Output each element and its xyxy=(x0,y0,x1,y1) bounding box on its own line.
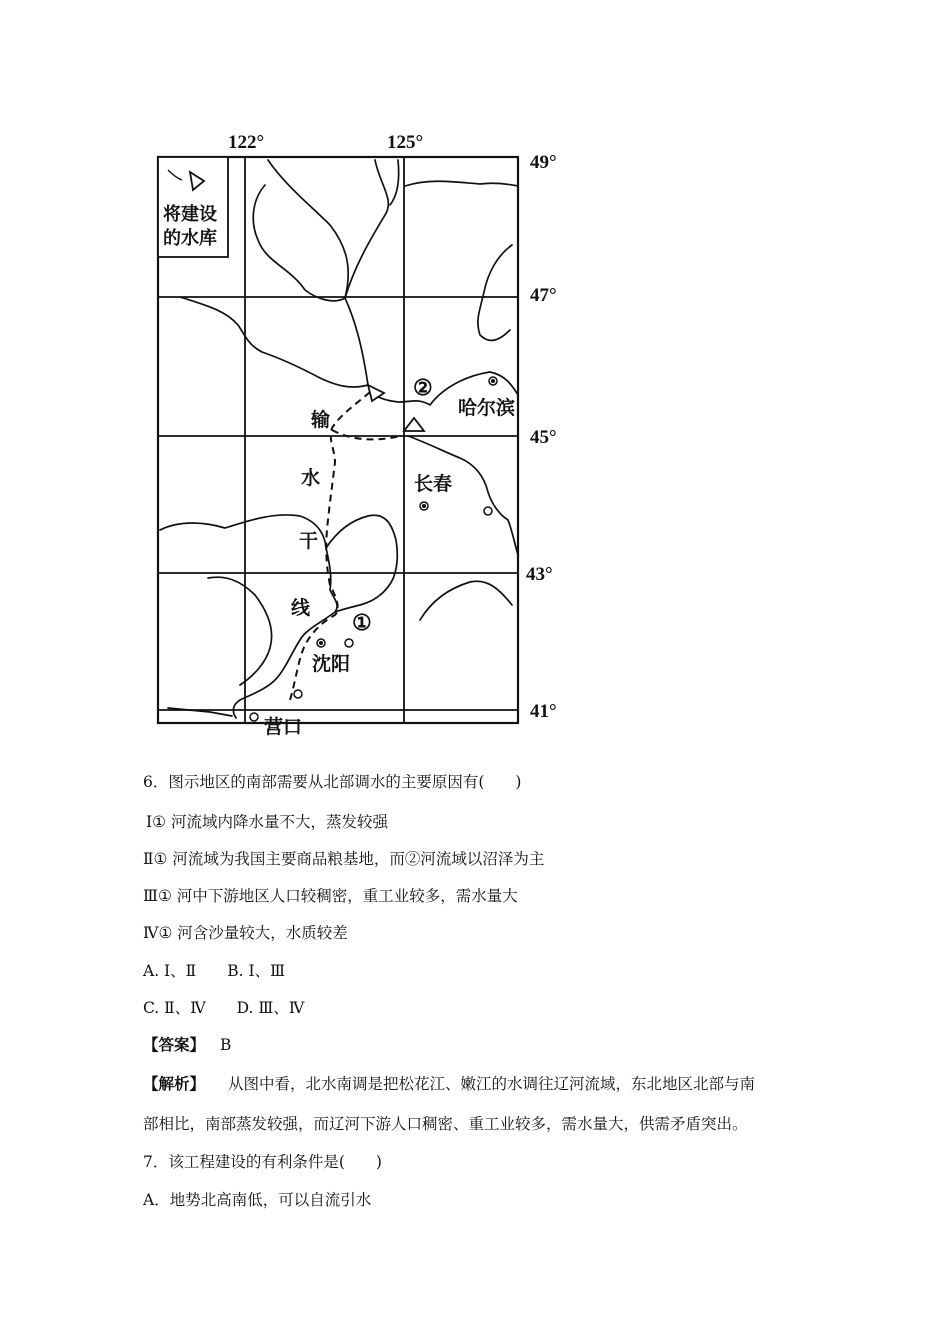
fushun-marker xyxy=(345,639,353,647)
q6-analysis xyxy=(143,1072,755,1094)
city-label-shenyang: 沈阳 xyxy=(312,653,351,675)
river-marker-2: ② xyxy=(413,375,433,401)
analysis-line1: 从图中看，北水南调是把松花江、嫩江的水调往辽河流域，东北地区北部与南 xyxy=(227,1075,755,1093)
legend-line1: 将建设 xyxy=(163,204,217,225)
lat-label-43: 43° xyxy=(526,564,553,585)
city-markers xyxy=(250,377,497,721)
analysis-label: 【解析】 xyxy=(143,1074,206,1093)
canal-label-char1: 输 xyxy=(311,409,331,431)
q6-option-2: Ⅱ① 河流域为我国主要商品粮基地，而②河流域以沼泽为主 xyxy=(143,850,545,868)
lon-label-125: 125° xyxy=(387,132,424,153)
lat-label-47: 47° xyxy=(530,285,557,306)
city-label-yingkou: 营口 xyxy=(264,716,303,738)
q6-choices-cd: C. Ⅱ、Ⅳ D. Ⅲ、Ⅳ xyxy=(143,999,305,1017)
city-label-harbin: 哈尔滨 xyxy=(458,397,516,419)
q6-option-4: Ⅳ① 河含沙量较大，水质较差 xyxy=(143,924,348,942)
q7-option-a: A．地势北高南低，可以自流引水 xyxy=(143,1191,372,1209)
jilin-marker xyxy=(484,507,492,515)
q7-stem: 7．该工程建设的有利条件是( ) xyxy=(143,1153,382,1171)
lat-label-45: 45° xyxy=(530,427,557,448)
q6-answer xyxy=(143,1033,231,1055)
legend-line2: 的水库 xyxy=(163,228,217,249)
city-label-changchun: 长春 xyxy=(414,473,453,495)
lat-label-41: 41° xyxy=(530,701,557,722)
q6-option-1: Ⅰ① 河流域内降水量不大，蒸发较强 xyxy=(146,813,388,831)
q6-stem: 6．图示地区的南部需要从北部调水的主要原因有( ) xyxy=(143,773,522,791)
lat-label-49: 49° xyxy=(530,152,557,173)
analysis-line2: 部相比，南部蒸发较强，而辽河下游人口稠密、重工业较多，需水量大，供需矛盾突出。 xyxy=(143,1115,748,1133)
yingkou-marker xyxy=(250,713,258,721)
canal-label-char3: 干 xyxy=(299,530,319,552)
q6-option-3: Ⅲ① 河中下游地区人口较稠密，重工业较多，需水量大 xyxy=(143,887,518,905)
reservoir-icon-songhua xyxy=(404,418,424,431)
answer-label: 【答案】 xyxy=(143,1035,206,1054)
q6-choices-ab: A. Ⅰ、Ⅱ B. Ⅰ、Ⅲ xyxy=(143,962,286,980)
lon-label-122: 122° xyxy=(228,132,265,153)
anshan-marker xyxy=(294,690,302,698)
answer-value: B xyxy=(219,1036,232,1054)
canal-label-char4: 线 xyxy=(291,597,311,619)
canal-label-char2: 水 xyxy=(301,467,321,489)
river-marker-1: ① xyxy=(352,610,372,636)
